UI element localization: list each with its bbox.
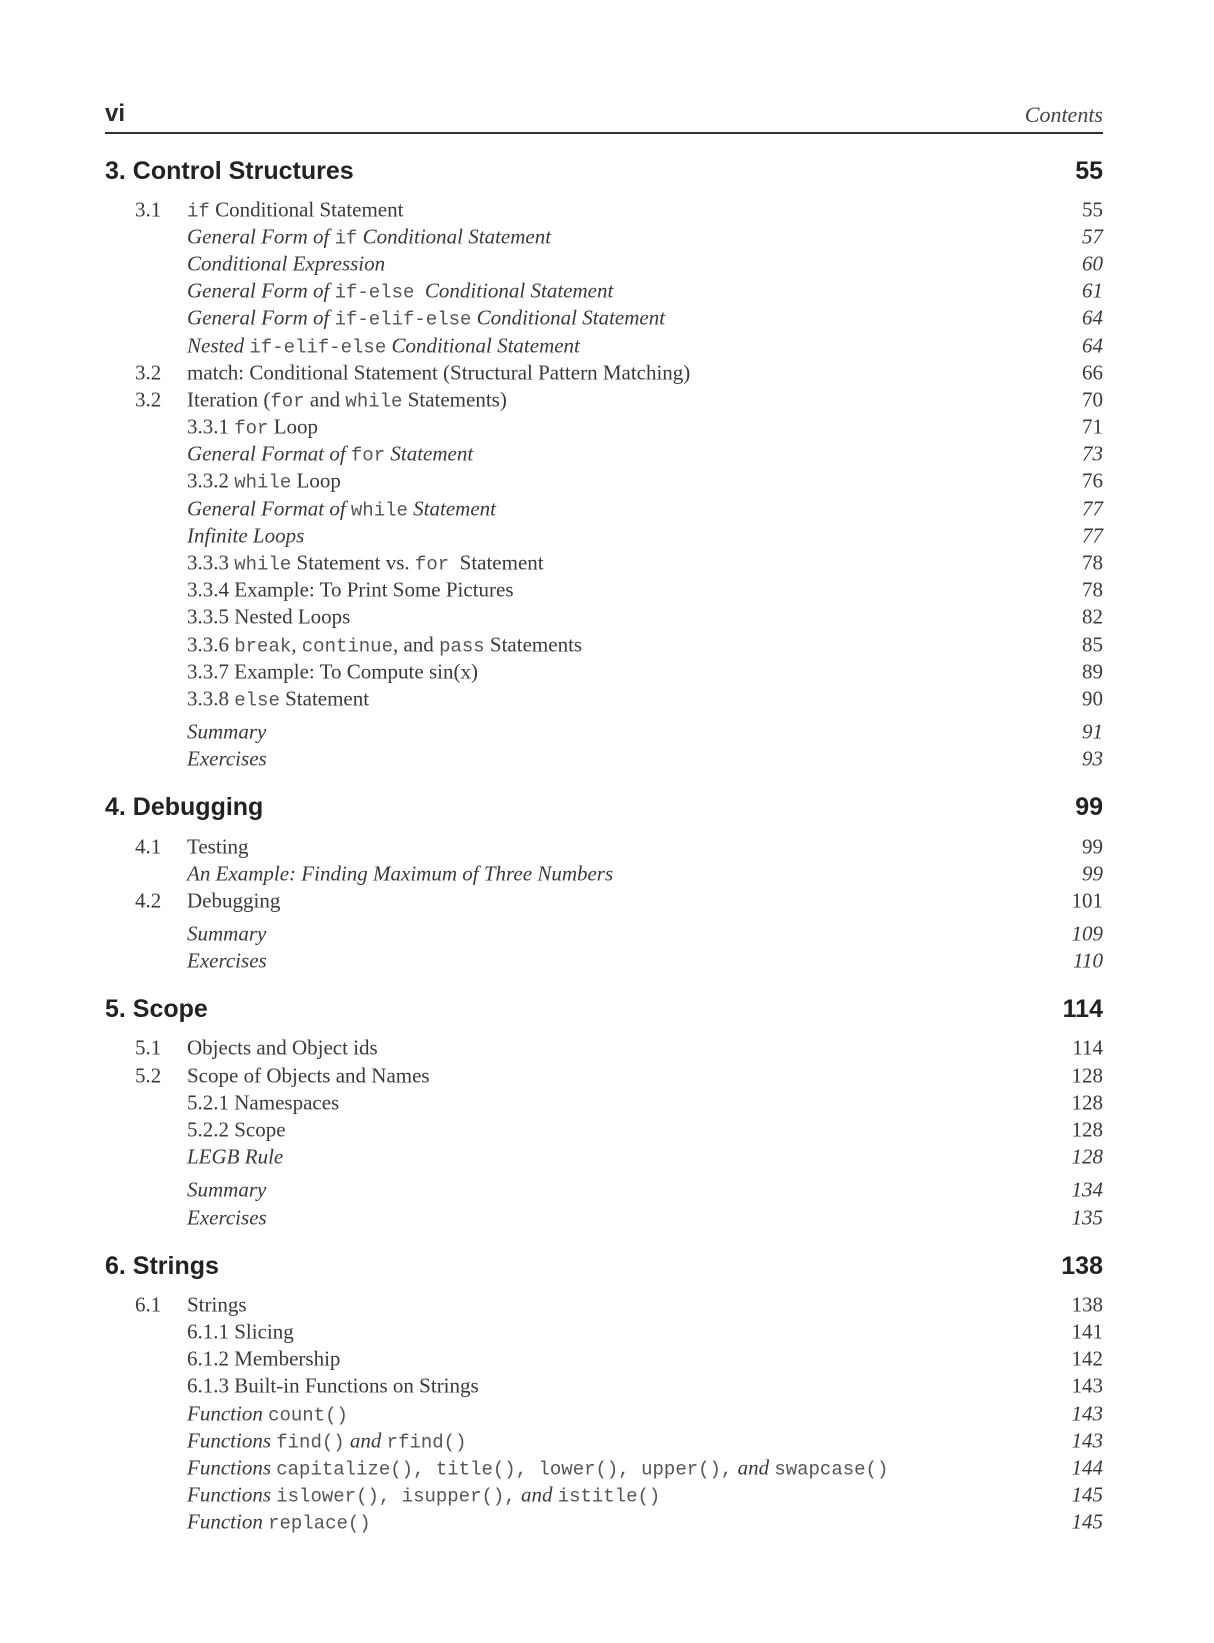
entry-text: Exercises bbox=[187, 746, 267, 771]
code-keyword: for bbox=[414, 553, 450, 576]
entry-page: 60 bbox=[1082, 251, 1103, 276]
entry-title bbox=[187, 861, 613, 886]
entry-text: 3.3.5 Nested Loops bbox=[187, 604, 351, 629]
entry-title bbox=[187, 279, 613, 304]
code-keyword: while bbox=[234, 471, 292, 494]
entry-text: Functions bbox=[187, 1455, 277, 1480]
entry-page: 134 bbox=[1071, 1177, 1103, 1202]
page-folio: vi bbox=[105, 100, 126, 127]
chapter-page: 114 bbox=[1062, 995, 1103, 1024]
entry-text: Statements bbox=[484, 632, 583, 657]
entry-page: 93 bbox=[1082, 746, 1103, 771]
entry-text: 3.3.2 bbox=[187, 468, 235, 493]
code-keyword: while bbox=[234, 553, 292, 576]
entry-title bbox=[187, 1401, 348, 1426]
entry-page: 145 bbox=[1071, 1509, 1103, 1534]
toc-entry[interactable] bbox=[105, 441, 1103, 468]
entry-page: 99 bbox=[1082, 834, 1103, 859]
toc-entry[interactable] bbox=[105, 887, 1103, 914]
toc-entry[interactable] bbox=[105, 1482, 1103, 1509]
entry-title bbox=[187, 496, 496, 521]
code-keyword: capitalize(), title(), lower(), upper(), bbox=[276, 1458, 733, 1481]
code-keyword: if-else bbox=[334, 281, 415, 304]
toc-entry[interactable] bbox=[105, 1318, 1103, 1345]
entry-text: General Form of bbox=[187, 278, 335, 303]
entry-text: General Format of bbox=[187, 496, 351, 521]
entry-text: Exercises bbox=[187, 948, 267, 973]
toc-entry[interactable] bbox=[105, 250, 1103, 277]
entry-page: 141 bbox=[1071, 1319, 1103, 1344]
toc-entry[interactable] bbox=[105, 860, 1103, 887]
entry-title bbox=[187, 1205, 267, 1230]
entry-title bbox=[187, 834, 249, 859]
entry-title bbox=[187, 469, 341, 494]
toc-entry[interactable] bbox=[105, 1062, 1103, 1089]
code-keyword: istitle() bbox=[557, 1485, 661, 1508]
entry-page: 77 bbox=[1082, 496, 1103, 521]
entry-text: Conditional Statement bbox=[471, 305, 666, 330]
entry-text: Loop bbox=[268, 414, 319, 439]
entry-title bbox=[187, 1118, 286, 1143]
code-keyword: if bbox=[334, 227, 358, 250]
toc-entry[interactable] bbox=[105, 414, 1103, 441]
entry-title bbox=[187, 1428, 467, 1453]
entry-text: Debugging bbox=[187, 888, 281, 913]
entry-title bbox=[187, 1063, 430, 1088]
code-keyword: for bbox=[234, 417, 269, 440]
code-keyword: pass bbox=[439, 635, 485, 658]
toc-entry[interactable] bbox=[105, 223, 1103, 250]
entry-title bbox=[187, 1510, 371, 1535]
code-keyword: continue bbox=[301, 635, 393, 658]
toc-entry[interactable] bbox=[105, 522, 1103, 549]
entry-text: General Form of bbox=[187, 305, 335, 330]
entry-text: 3.3.7 Example: To Compute sin(x) bbox=[187, 659, 478, 684]
entry-title bbox=[187, 1036, 378, 1061]
running-title: Contents bbox=[1024, 102, 1103, 127]
toc-entry[interactable] bbox=[105, 577, 1103, 604]
chapter-entries bbox=[105, 1035, 1103, 1231]
running-head bbox=[105, 100, 1103, 134]
entry-page: 128 bbox=[1071, 1144, 1103, 1169]
entry-page: 78 bbox=[1082, 550, 1103, 575]
code-keyword: while bbox=[350, 499, 408, 522]
entry-title bbox=[187, 1145, 283, 1170]
toc-entry[interactable] bbox=[105, 1346, 1103, 1373]
entry-text: Conditional Statement bbox=[209, 197, 404, 222]
entry-title bbox=[187, 197, 403, 222]
entry-page: 57 bbox=[1082, 224, 1103, 249]
toc-entry[interactable] bbox=[105, 1454, 1103, 1481]
toc-page bbox=[105, 100, 1103, 1536]
entry-title bbox=[187, 747, 267, 772]
code-keyword: replace() bbox=[268, 1512, 371, 1535]
entry-text: An Example: Finding Maximum of Three Numbers bbox=[187, 861, 614, 886]
toc-entry[interactable] bbox=[105, 1089, 1103, 1116]
code-keyword: if-elif-else bbox=[249, 336, 387, 359]
entry-title bbox=[187, 1374, 479, 1399]
chapter-entries bbox=[105, 196, 1103, 773]
toc-entry[interactable] bbox=[105, 1116, 1103, 1143]
entry-page: 142 bbox=[1071, 1346, 1103, 1371]
entry-title bbox=[187, 949, 267, 974]
entry-text: 6.1.3 Built-in Functions on Strings bbox=[187, 1373, 479, 1398]
entry-text: General Form of bbox=[187, 224, 335, 249]
entry-title bbox=[187, 632, 582, 657]
entry-text: Summary bbox=[187, 719, 267, 744]
entry-text: and bbox=[515, 1482, 558, 1507]
toc-entry[interactable] bbox=[105, 1509, 1103, 1536]
section-number: 3.2 bbox=[135, 387, 162, 412]
entry-title bbox=[187, 1292, 247, 1317]
entry-page: 73 bbox=[1082, 441, 1103, 466]
entry-text: Conditional Statement bbox=[414, 278, 614, 303]
toc-entry[interactable] bbox=[105, 549, 1103, 576]
entry-title bbox=[187, 720, 266, 745]
entry-title bbox=[187, 922, 266, 947]
entry-title bbox=[187, 306, 665, 331]
entry-text: 5.2.1 Namespaces bbox=[187, 1090, 340, 1115]
entry-page: 114 bbox=[1072, 1035, 1103, 1060]
entry-page: 110 bbox=[1073, 948, 1103, 973]
toc-entry[interactable] bbox=[105, 1144, 1103, 1171]
entry-text: Iteration ( bbox=[187, 387, 271, 412]
entry-title bbox=[187, 442, 473, 467]
entry-text: 6.1.2 Membership bbox=[187, 1346, 341, 1371]
section-number: 4.2 bbox=[135, 888, 162, 913]
entry-page: 143 bbox=[1071, 1428, 1103, 1453]
entry-title bbox=[187, 578, 514, 603]
entry-page: 90 bbox=[1082, 686, 1103, 711]
chapter-page: 138 bbox=[1061, 1251, 1103, 1280]
entry-text: 3.3.3 bbox=[187, 550, 235, 575]
entry-text: Statements) bbox=[402, 387, 507, 412]
code-keyword: islower(), isupper(), bbox=[276, 1485, 516, 1508]
chapter-title: 4. Debugging bbox=[105, 793, 264, 822]
entry-page: 128 bbox=[1071, 1090, 1103, 1115]
toc-entry[interactable] bbox=[105, 746, 1103, 773]
chapter-title: 6. Strings bbox=[105, 1251, 219, 1280]
entry-page: 66 bbox=[1082, 360, 1103, 385]
entry-text: Summary bbox=[187, 921, 267, 946]
entry-text: and bbox=[304, 387, 346, 412]
toc-entry[interactable] bbox=[105, 196, 1103, 223]
entry-text: Scope of Objects and Names bbox=[187, 1063, 430, 1088]
toc-entry[interactable] bbox=[105, 332, 1103, 359]
entry-title bbox=[187, 1483, 660, 1508]
code-keyword: for bbox=[350, 444, 386, 467]
entry-page: 64 bbox=[1082, 333, 1103, 358]
entry-page: 71 bbox=[1082, 414, 1103, 439]
entry-title bbox=[187, 551, 544, 576]
entry-text: Function bbox=[187, 1509, 269, 1534]
code-keyword: break bbox=[234, 635, 292, 658]
entry-page: 143 bbox=[1071, 1373, 1103, 1398]
entry-text: Functions bbox=[187, 1428, 277, 1453]
code-keyword: else bbox=[234, 689, 280, 712]
entry-page: 144 bbox=[1071, 1455, 1103, 1480]
toc-entry[interactable] bbox=[105, 1204, 1103, 1231]
entry-page: 128 bbox=[1071, 1063, 1103, 1088]
entry-title bbox=[187, 523, 304, 548]
section-number: 5.2 bbox=[135, 1063, 162, 1088]
entry-title bbox=[187, 605, 350, 630]
entry-title bbox=[187, 1347, 340, 1372]
entry-text: Statement bbox=[385, 441, 474, 466]
toc-entry[interactable] bbox=[105, 1291, 1103, 1318]
entry-text: Conditional Statement bbox=[386, 333, 580, 358]
toc-entry[interactable] bbox=[105, 305, 1103, 332]
toc-entry[interactable] bbox=[105, 468, 1103, 495]
entry-text: 3.3.8 bbox=[187, 686, 235, 711]
entry-text: Testing bbox=[187, 834, 249, 859]
entry-title bbox=[187, 888, 280, 913]
entry-page: 78 bbox=[1082, 577, 1103, 602]
entry-text: 3.3.1 bbox=[187, 414, 235, 439]
entry-text: Function bbox=[187, 1401, 269, 1426]
entry-text: Loop bbox=[291, 468, 341, 493]
entry-page: 109 bbox=[1071, 921, 1103, 946]
section-number: 6.1 bbox=[135, 1292, 162, 1317]
toc-entry[interactable] bbox=[105, 1035, 1103, 1062]
entry-text: Exercises bbox=[187, 1205, 267, 1230]
entry-title bbox=[187, 360, 690, 385]
toc-entry[interactable] bbox=[105, 631, 1103, 658]
section-number: 3.2 bbox=[135, 360, 162, 385]
entry-page: 77 bbox=[1082, 523, 1103, 548]
entry-text: Conditional Expression bbox=[187, 251, 386, 276]
toc-entry[interactable] bbox=[105, 1400, 1103, 1427]
entry-text: , bbox=[291, 632, 302, 657]
toc-entry[interactable] bbox=[105, 1373, 1103, 1400]
toc-entry[interactable] bbox=[105, 386, 1103, 413]
toc-entry[interactable] bbox=[105, 1177, 1103, 1204]
entry-title bbox=[187, 1319, 294, 1344]
entry-page: 101 bbox=[1071, 888, 1103, 913]
toc-entry[interactable] bbox=[105, 604, 1103, 631]
table-of-contents bbox=[105, 154, 1103, 1536]
chapter-page: 99 bbox=[1075, 793, 1103, 822]
entry-page: 76 bbox=[1082, 468, 1103, 493]
code-keyword: swapcase() bbox=[774, 1458, 889, 1481]
chapter-heading[interactable] bbox=[105, 154, 1103, 188]
toc-entry[interactable] bbox=[105, 948, 1103, 975]
chapter-entries bbox=[105, 833, 1103, 975]
entry-text: and bbox=[732, 1455, 775, 1480]
entry-page: 138 bbox=[1071, 1292, 1103, 1317]
chapter-entries bbox=[105, 1291, 1103, 1536]
entry-page: 61 bbox=[1082, 278, 1103, 303]
toc-entry[interactable] bbox=[105, 495, 1103, 522]
code-keyword: if bbox=[187, 200, 210, 223]
entry-title bbox=[187, 659, 478, 684]
entry-text: Objects and Object ids bbox=[187, 1035, 378, 1060]
entry-page: 145 bbox=[1071, 1482, 1103, 1507]
entry-text: Conditional Statement bbox=[357, 224, 552, 249]
entry-title bbox=[187, 387, 507, 412]
entry-page: 89 bbox=[1082, 659, 1103, 684]
entry-page: 91 bbox=[1082, 719, 1103, 744]
chapter-heading[interactable] bbox=[105, 791, 1103, 825]
toc-entry[interactable] bbox=[105, 719, 1103, 746]
toc-entry[interactable] bbox=[105, 278, 1103, 305]
entry-title bbox=[187, 224, 551, 249]
code-keyword: for bbox=[270, 390, 305, 413]
code-keyword: while bbox=[345, 390, 403, 413]
entry-text: Infinite Loops bbox=[187, 523, 305, 548]
entry-title bbox=[187, 415, 318, 440]
chapter-page: 55 bbox=[1075, 156, 1103, 185]
toc-entry[interactable] bbox=[105, 685, 1103, 712]
code-keyword: if-elif-else bbox=[334, 308, 472, 331]
entry-page: 99 bbox=[1082, 861, 1103, 886]
chapter-heading[interactable] bbox=[105, 1249, 1103, 1283]
entry-title bbox=[187, 1090, 339, 1115]
code-keyword: find() bbox=[276, 1431, 345, 1454]
toc-entry[interactable] bbox=[105, 833, 1103, 860]
entry-text: General Format of bbox=[187, 441, 351, 466]
entry-page: 55 bbox=[1082, 197, 1103, 222]
entry-title bbox=[187, 1455, 888, 1480]
entry-text: Summary bbox=[187, 1177, 267, 1202]
section-number: 5.1 bbox=[135, 1035, 162, 1060]
entry-text: , and bbox=[392, 632, 440, 657]
section-number: 4.1 bbox=[135, 834, 162, 859]
entry-text: and bbox=[344, 1428, 387, 1453]
entry-text: Functions bbox=[187, 1482, 277, 1507]
toc-entry[interactable] bbox=[105, 921, 1103, 948]
entry-page: 143 bbox=[1071, 1401, 1103, 1426]
entry-text: 6.1.1 Slicing bbox=[187, 1319, 294, 1344]
entry-page: 128 bbox=[1071, 1117, 1103, 1142]
entry-text: Strings bbox=[187, 1292, 247, 1317]
toc-entry[interactable] bbox=[105, 359, 1103, 386]
entry-page: 70 bbox=[1082, 387, 1103, 412]
entry-text: Statement bbox=[449, 550, 544, 575]
entry-text: 3.3.4 Example: To Print Some Pictures bbox=[187, 577, 514, 602]
entry-text: Nested bbox=[187, 333, 250, 358]
entry-title bbox=[187, 1178, 266, 1203]
entry-page: 82 bbox=[1082, 604, 1103, 629]
entry-text: Statement vs. bbox=[291, 550, 415, 575]
section-number: 3.1 bbox=[135, 197, 162, 222]
entry-title bbox=[187, 333, 580, 358]
entry-text: Statement bbox=[279, 686, 370, 711]
code-keyword: count() bbox=[268, 1404, 348, 1427]
entry-page: 64 bbox=[1082, 305, 1103, 330]
entry-text: match: Conditional Statement (Structural Pattern Matching) bbox=[187, 360, 691, 385]
toc-entry[interactable] bbox=[105, 1427, 1103, 1454]
chapter-heading[interactable] bbox=[105, 993, 1103, 1027]
code-keyword: rfind() bbox=[386, 1431, 467, 1454]
chapter-title: 5. Scope bbox=[105, 995, 208, 1024]
entry-text: Statement bbox=[407, 496, 496, 521]
toc-entry[interactable] bbox=[105, 658, 1103, 685]
entry-title bbox=[187, 251, 385, 276]
entry-text: 3.3.6 bbox=[187, 632, 235, 657]
entry-page: 135 bbox=[1071, 1205, 1103, 1230]
entry-title bbox=[187, 686, 369, 711]
entry-page: 85 bbox=[1082, 632, 1103, 657]
entry-text: 5.2.2 Scope bbox=[187, 1117, 286, 1142]
chapter-title: 3. Control Structures bbox=[105, 156, 354, 185]
entry-text: LEGB Rule bbox=[187, 1144, 284, 1169]
